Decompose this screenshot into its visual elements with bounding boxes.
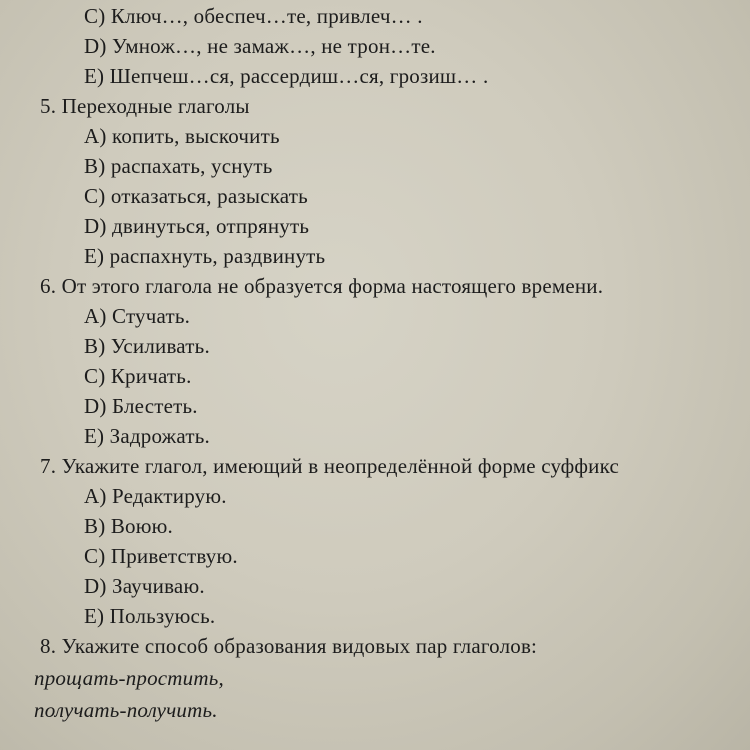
q4-option-e: E) Шепчеш…ся, рассердиш…ся, грозиш… . <box>84 64 489 88</box>
q6-title: 6. От этого глагола не образуется форма настоящего времени. <box>40 274 604 298</box>
q8-example-1: прощать-простить, <box>34 666 224 690</box>
q7-option-d: D) Заучиваю. <box>84 574 205 598</box>
q5-title: 5. Переходные глаголы <box>40 94 250 118</box>
q6-option-d: D) Блестеть. <box>84 394 198 418</box>
q4-option-c: C) Ключ…, обеспеч…те, привлеч… . <box>84 4 423 28</box>
q8-title: 8. Укажите способ образования видовых пар глаголов: <box>40 634 538 658</box>
q7-option-a: A) Редактирую. <box>84 484 227 508</box>
q6-option-a: A) Стучать. <box>84 304 191 328</box>
q5-option-c: C) отказаться, разыскать <box>84 184 308 208</box>
q7-title: 7. Укажите глагол, имеющий в неопределённой форме суффикс <box>40 454 619 478</box>
q7-option-b: B) Воюю. <box>84 514 173 538</box>
q5-option-a: A) копить, выскочить <box>84 124 280 148</box>
q5-option-e: E) распахнуть, раздвинуть <box>84 244 326 268</box>
q8-example-2: получать-получить. <box>34 698 218 722</box>
q6-option-c: C) Кричать. <box>84 364 192 388</box>
q7-option-c: C) Приветствую. <box>84 544 238 568</box>
q4-option-d: D) Умнож…, не замаж…, не трон…те. <box>84 34 436 58</box>
q6-option-b: B) Усиливать. <box>84 334 210 358</box>
q7-option-e: E) Пользуюсь. <box>84 604 216 628</box>
q5-option-d: D) двинуться, отпрянуть <box>84 214 310 238</box>
q5-option-b: B) распахать, уснуть <box>84 154 273 178</box>
q6-option-e: E) Задрожать. <box>84 424 210 448</box>
